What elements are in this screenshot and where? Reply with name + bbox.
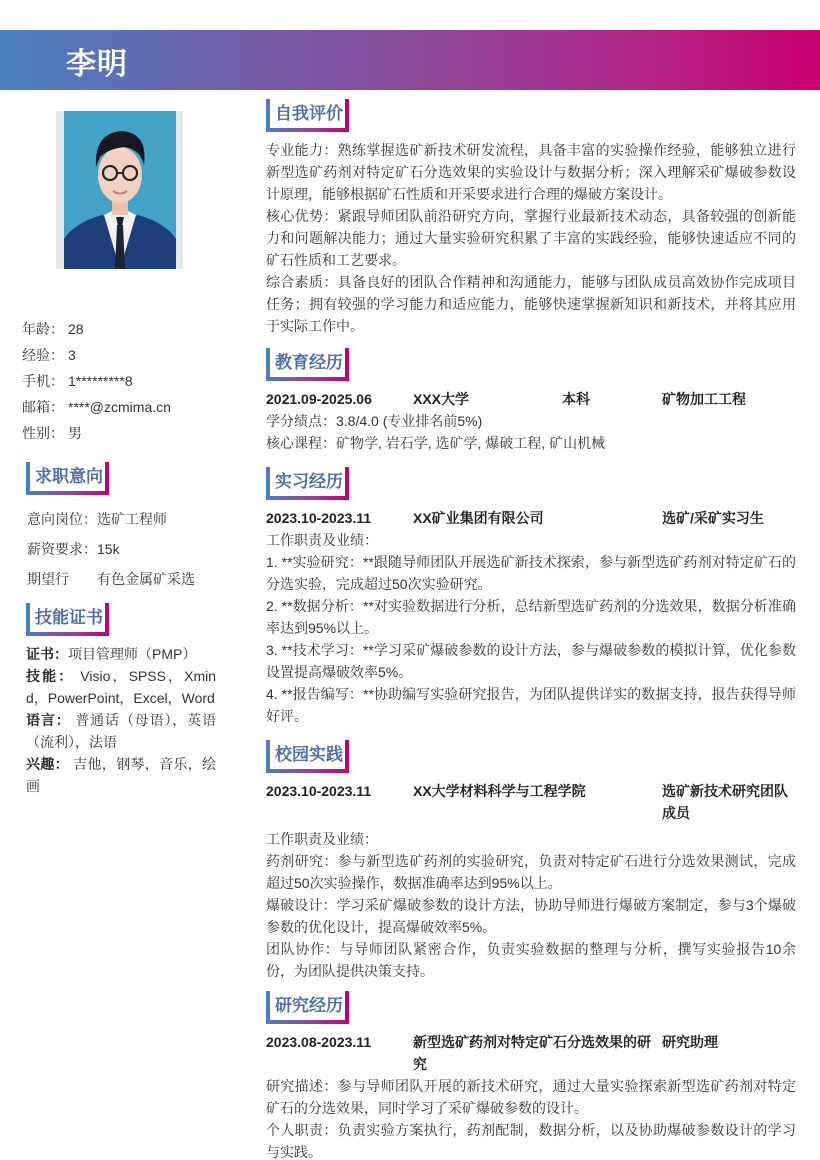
info-row-experience [22, 342, 242, 368]
section-title-underline [266, 128, 349, 132]
section-title-underline [266, 377, 349, 381]
section-title-skills [26, 603, 109, 636]
research-project: 新型选矿药剂对特定矿石分选效果的研究 [413, 1034, 651, 1072]
info-value: 男 [68, 425, 82, 441]
section-title-research [266, 991, 349, 1024]
skill-value: Visio，SPSS，Xmind，PowerPoint，Excel，Word [26, 668, 217, 706]
info-key: 邮箱： [22, 399, 64, 415]
section-title-text: 教育经历 [275, 353, 343, 373]
header-band [0, 30, 820, 90]
profile-photo-frame [56, 111, 183, 269]
self-eval-paragraph: 综合素质：具备良好的团队合作精神和沟通能力，能够与团队成员高效协作完成项目任务；拥有较强的学习能力和适应能力，能够快速掌握新知识和新技术，并将其应用于实际工作中。 [266, 274, 796, 334]
campus-period: 2023.10-2023.11 [266, 783, 372, 799]
basic-info-list [22, 316, 242, 446]
section-title-internship [266, 467, 349, 500]
skill-label: 兴趣： [26, 756, 69, 772]
section-title-underline [26, 632, 109, 636]
section-title-text: 校园实践 [275, 745, 343, 765]
info-key: 经验： [22, 347, 64, 363]
intent-key: 期望行 [27, 571, 69, 587]
campus-line: 药剂研究：参与新型选矿药剂的实验研究，负责对特定矿石进行分选效果测试，完成超过50次实验操作，数据准确率达到95%以上。 [266, 853, 796, 891]
skill-value: 项目管理师（PMP） [68, 646, 197, 662]
intent-row-industry [27, 566, 227, 596]
candidate-name: 李明 [66, 47, 128, 82]
section-title-underline [266, 1020, 349, 1024]
education-major: 矿物加工工程 [662, 391, 746, 407]
skill-value: 吉他，钢琴，音乐，绘画 [26, 756, 217, 794]
info-row-age [22, 316, 242, 342]
research-line: 研究描述：参与导师团队开展的新技术研究，通过大量实验探索新型选矿药剂对特定矿石的分选效果，同时学习了采矿爆破参数的设计。 [266, 1078, 796, 1116]
intent-value: 选矿工程师 [97, 511, 167, 527]
skill-label: 证书： [26, 646, 68, 662]
info-key: 手机： [22, 373, 64, 389]
self-eval-paragraph: 核心优势：紧跟导师团队前沿研究方向，掌握行业最新技术动态，具备较强的创新能力和问题解决能力；通过大量实验研究积累了丰富的实践经验，能够快速适应不同的矿石性质和工艺要求。 [266, 208, 796, 268]
education-period: 2021.09-2025.06 [266, 391, 372, 407]
campus-org: XX大学材料科学与工程学院 [413, 783, 586, 799]
education-school: XXX大学 [413, 391, 470, 407]
section-title-text: 实习经历 [275, 472, 343, 492]
skill-item-skills [26, 665, 216, 709]
education-degree: 本科 [562, 391, 590, 407]
skill-item-certificate [26, 643, 216, 665]
section-title-underline [26, 491, 109, 495]
skill-label: 语言： [26, 712, 71, 728]
portrait-illustration [64, 111, 176, 269]
education-line: 核心课程：矿物学, 岩石学, 选矿学, 爆破工程, 矿山机械 [266, 435, 606, 451]
research-period: 2023.08-2023.11 [266, 1034, 372, 1050]
campus-line: 团队协作：与导师团队紧密合作，负责实验数据的整理与分析，撰写实验报告10余份，为团队提供决策支持。 [266, 941, 796, 979]
section-title-text: 技能证书 [35, 608, 103, 628]
internship-header-row [266, 507, 796, 529]
internship-content [266, 507, 796, 727]
research-role: 研究助理 [662, 1034, 718, 1050]
info-row-email [22, 394, 242, 420]
internship-org: XX矿业集团有限公司 [413, 510, 544, 526]
intent-row-position [27, 506, 227, 536]
section-title-self-eval [266, 99, 349, 132]
section-title-education [266, 348, 349, 381]
self-eval-paragraph: 专业能力：熟练掌握选矿新技术研发流程，具备丰富的实验操作经验，能够独立进行新型选矿药剂对特定矿石分选效果的实验设计与数据分析；深入理解采矿爆破参数设计原理，能够根据矿石性质和开采要求进行合理的爆破方案设计。 [266, 142, 796, 202]
internship-line: 工作职责及业绩： [266, 532, 378, 548]
profile-photo [64, 111, 176, 269]
job-intent-list [27, 506, 227, 596]
section-title-underline [266, 769, 349, 773]
info-row-phone [22, 368, 242, 394]
skill-value: 普通话（母语），英语（流利），法语 [26, 712, 217, 750]
section-title-text: 求职意向 [35, 467, 103, 487]
internship-line: 2. **数据分析：**对实验数据进行分析，总结新型选矿药剂的分选效果，数据分析准确率达到95%以上。 [266, 598, 796, 636]
info-value: 1*********8 [68, 373, 133, 389]
internship-role: 选矿/采矿实习生 [662, 510, 764, 526]
info-value: ****@zcmima.cn [68, 399, 171, 415]
internship-line: 1. **实验研究：**跟随导师团队开展选矿新技术探索，参与新型选矿药剂对特定矿石的分选实验，完成超过50次实验研究。 [266, 554, 796, 592]
section-title-job-intent [26, 462, 109, 495]
self-eval-content [266, 139, 796, 337]
info-value: 3 [68, 347, 76, 363]
intent-row-salary [27, 536, 227, 566]
research-header-row [266, 1031, 796, 1075]
intent-value: 有色金属矿采选 [97, 571, 195, 587]
intent-key: 意向岗位： [27, 511, 97, 527]
education-line: 学分绩点：3.8/4.0 (专业排名前5%) [266, 413, 483, 429]
intent-key: 薪资要求： [27, 541, 97, 557]
education-header-row [266, 388, 796, 410]
campus-line: 爆破设计：学习采矿爆破参数的设计方法，协助导师进行爆破方案制定，参与3个爆破参数的优化设计，提高爆破效率5%。 [266, 897, 796, 935]
internship-period: 2023.10-2023.11 [266, 510, 372, 526]
info-key: 年龄： [22, 321, 64, 337]
research-content [266, 1031, 796, 1160]
section-title-underline [266, 496, 349, 500]
info-value: 28 [68, 321, 84, 337]
info-row-gender [22, 420, 242, 446]
campus-line: 工作职责及业绩： [266, 831, 378, 847]
intent-value: 15k [97, 541, 120, 557]
section-title-text: 研究经历 [275, 996, 343, 1016]
skill-label: 技能： [26, 668, 75, 684]
section-title-text: 自我评价 [275, 104, 343, 124]
research-line: 个人职责：负责实验方案执行，药剂配制，数据分析，以及协助爆破参数设计的学习与实践。 [266, 1122, 796, 1160]
section-title-campus [266, 740, 349, 773]
campus-role: 选矿新技术研究团队成员 [662, 783, 788, 821]
skill-item-language [26, 709, 216, 753]
skills-list [26, 643, 216, 797]
skill-item-hobbies [26, 753, 216, 797]
info-key: 性别： [22, 425, 64, 441]
campus-header-row [266, 780, 796, 824]
internship-line: 4. **报告编写：**协助编写实验研究报告，为团队提供详实的数据支持，报告获得导师好评。 [266, 686, 796, 724]
education-content [266, 388, 796, 454]
campus-content [266, 780, 796, 982]
internship-line: 3. **技术学习：**学习采矿爆破参数的设计方法，参与爆破参数的模拟计算，优化参数设置提高爆破效率5%。 [266, 642, 796, 680]
